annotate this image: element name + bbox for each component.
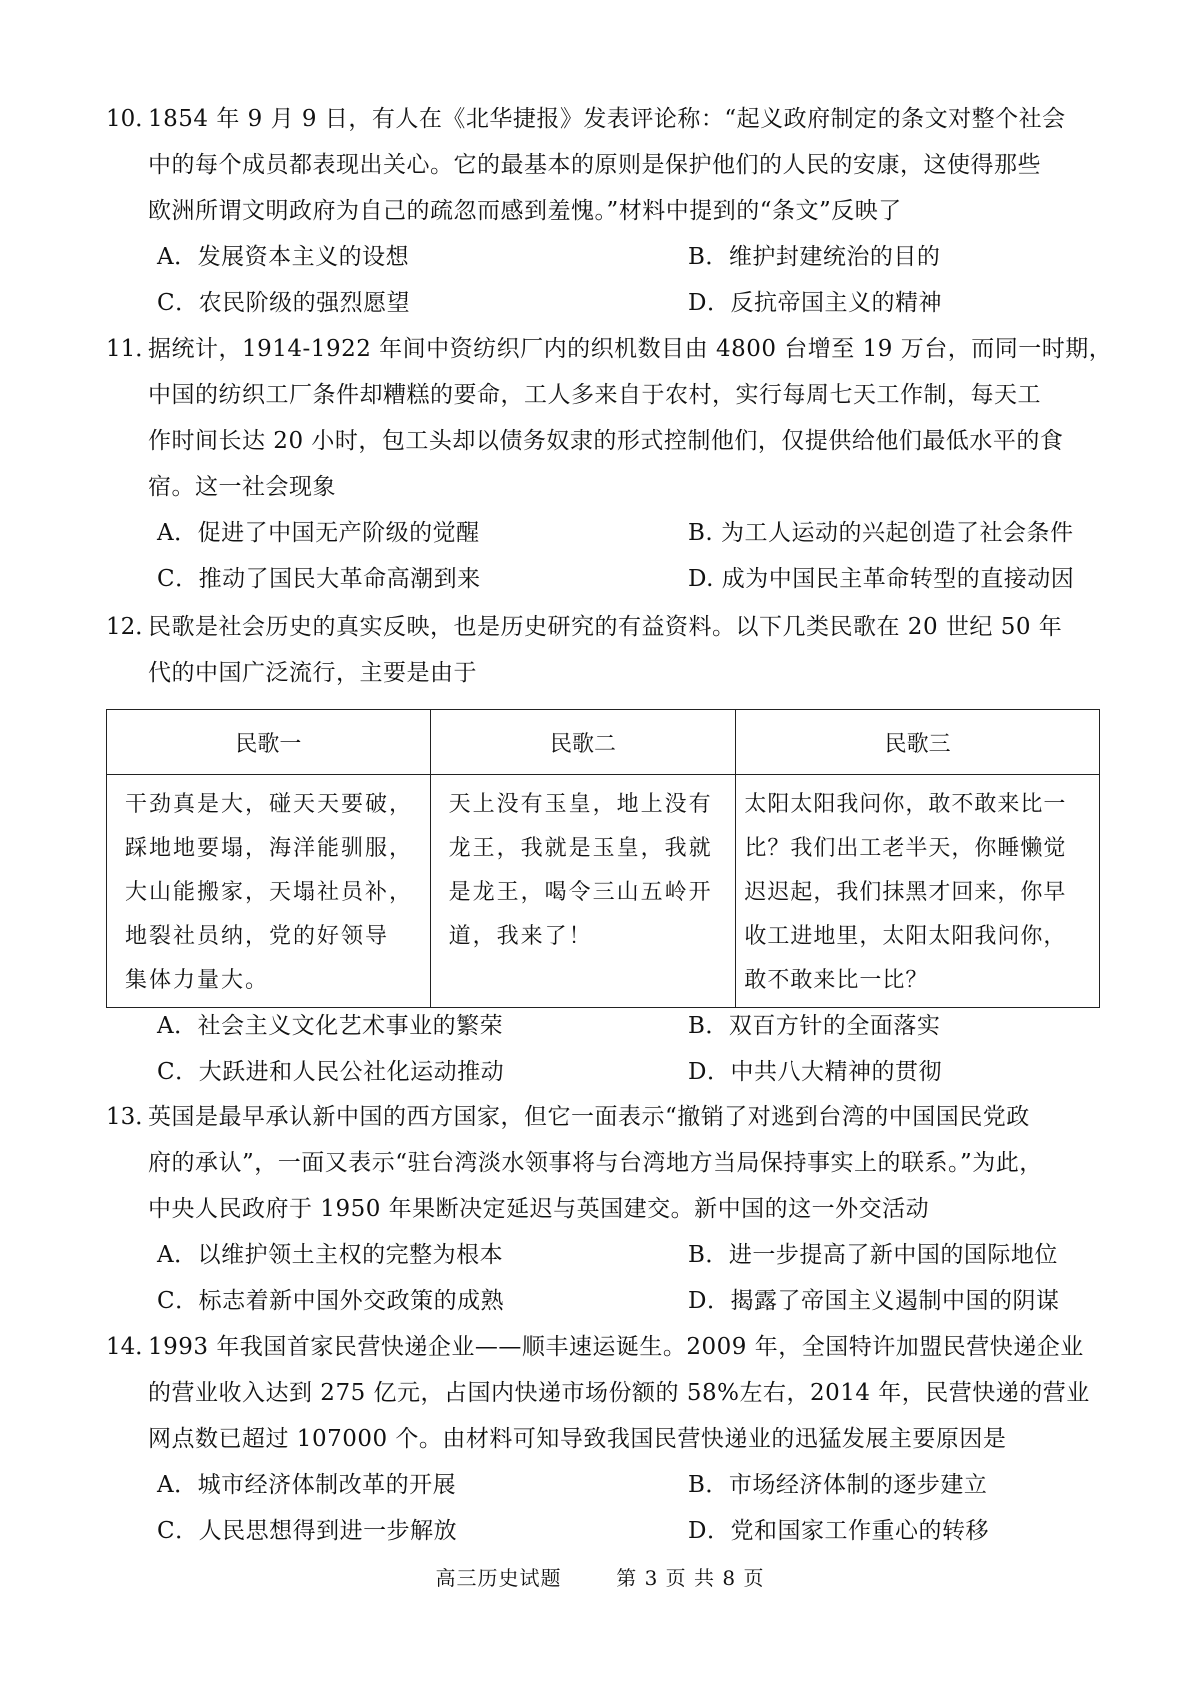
option-a[interactable]: A．发展资本主义的设想	[157, 244, 410, 270]
song-line: 踩地地要塌，海洋能驯服，	[125, 836, 414, 861]
question-text-line: 网点数已超过 107000 个。由材料可知导致我国民营快递业的迅猛发展主要原因是	[148, 1426, 1007, 1452]
question-text-line: 英国是最早承认新中国的西方国家，但它一面表示“撤销了对逃到台湾的中国国民党政	[148, 1104, 1030, 1130]
option-b[interactable]: B．双百方针的全面落实	[688, 1013, 941, 1039]
song-line: 干劲真是大，碰天天要破，	[125, 792, 414, 817]
question-number: 13．	[106, 1104, 159, 1130]
question-text-line: 的营业收入达到 275 亿元，占国内快递市场份额的 58%左右，2014 年，民营快递的营业	[148, 1380, 1090, 1406]
table-cell-song-2	[430, 775, 736, 1008]
question-text-line: 1993 年我国首家民营快递企业——顺丰速运诞生。2009 年，全国特许加盟民营快递企业	[148, 1334, 1084, 1360]
question-text-line: 中央人民政府于 1950 年果断决定延迟与英国建交。新中国的这一外交活动	[148, 1196, 930, 1222]
question-text-line: 据统计，1914-1922 年间中资纺织厂内的织机数目由 4800 台增至 19 万台，而同一时期，	[148, 336, 1113, 362]
option-d[interactable]: D．党和国家工作重心的转移	[688, 1518, 989, 1544]
song-line: 敢不敢来比一比？	[744, 968, 929, 993]
question-text-line: 作时间长达 20 小时，包工头却以债务奴隶的形式控制他们，仅提供给他们最低水平的食	[148, 428, 1064, 454]
song-line: 收工进地里，太阳太阳我问你，	[744, 924, 1067, 949]
question-text-line: 宿。这一社会现象	[148, 474, 336, 500]
option-d[interactable]: D．揭露了帝国主义遏制中国的阴谋	[688, 1288, 1060, 1314]
question-number: 10．	[106, 106, 159, 132]
question-text-line: 欧洲所谓文明政府为自己的疏忽而感到羞愧。”材料中提到的“条文”反映了	[148, 198, 902, 224]
table-row	[107, 775, 1100, 1008]
song-line: 龙王，我就是玉皇，我就	[448, 836, 713, 861]
song-line: 大山能搬家，天塌社员补，	[125, 880, 414, 905]
table-header: 民歌三	[736, 710, 1100, 775]
table-header-row	[107, 710, 1100, 775]
song-line: 地裂社员纳，党的好领导	[125, 924, 390, 949]
option-c[interactable]: C．推动了国民大革命高潮到来	[157, 566, 481, 592]
question-number: 11．	[106, 336, 159, 362]
song-line: 是龙王，喝令三山五岭开	[448, 880, 713, 905]
option-a[interactable]: A．城市经济体制改革的开展	[157, 1472, 457, 1498]
table-header: 民歌二	[430, 710, 736, 775]
option-b[interactable]: B．市场经济体制的逐步建立	[688, 1472, 988, 1498]
page-number: 第 3 页 共 8 页	[616, 1566, 765, 1590]
option-a[interactable]: A．促进了中国无产阶级的觉醒	[157, 520, 480, 546]
question-number: 14．	[106, 1334, 159, 1360]
song-line: 道，我来了！	[448, 924, 593, 949]
option-a[interactable]: A．以维护领土主权的完整为根本	[157, 1242, 504, 1268]
song-line: 太阳太阳我问你，敢不敢来比一	[744, 792, 1067, 817]
question-number: 12．	[106, 614, 159, 640]
question-text-line: 府的承认”，一面又表示“驻台湾淡水领事将与台湾地方当局保持事实上的联系。”为此，	[148, 1150, 1043, 1176]
question-text-line: 中的每个成员都表现出关心。它的最基本的原则是保护他们的人民的安康，这使得那些	[148, 152, 1041, 178]
question-text-line: 1854 年 9 月 9 日，有人在《北华捷报》发表评论称：“起义政府制定的条文对整个社会	[148, 106, 1066, 132]
option-b[interactable]: B. 为工人运动的兴起创造了社会条件	[688, 520, 1074, 546]
table-cell-song-1	[107, 775, 431, 1008]
table-header: 民歌一	[107, 710, 431, 775]
option-c[interactable]: C．标志着新中国外交政策的成熟	[157, 1288, 505, 1314]
song-line: 比？我们出工老半天，你睡懒觉	[744, 836, 1067, 861]
option-b[interactable]: B．维护封建统治的目的	[688, 244, 941, 270]
option-d[interactable]: D．中共八大精神的贯彻	[688, 1059, 942, 1085]
option-c[interactable]: C．人民思想得到进一步解放	[157, 1518, 458, 1544]
option-c[interactable]: C．大跃进和人民公社化运动推动	[157, 1059, 505, 1085]
option-c[interactable]: C．农民阶级的强烈愿望	[157, 290, 411, 316]
question-text-line: 中国的纺织工厂条件却糟糕的要命，工人多来自于农村，实行每周七天工作制，每天工	[148, 382, 1041, 408]
question-text-line: 民歌是社会历史的真实反映，也是历史研究的有益资料。以下几类民歌在 20 世纪 50 年	[148, 614, 1063, 640]
table-cell-song-3	[736, 775, 1100, 1008]
question-text-line: 代的中国广泛流行，主要是由于	[148, 660, 477, 686]
exam-title: 高三历史试题	[435, 1566, 562, 1590]
option-d[interactable]: D. 成为中国民主革命转型的直接动因	[688, 566, 1075, 592]
song-line: 天上没有玉皇，地上没有	[448, 792, 713, 817]
option-a[interactable]: A．社会主义文化艺术事业的繁荣	[157, 1013, 504, 1039]
song-line: 迟迟起，我们抹黑才回来，你早	[744, 880, 1067, 905]
folk-songs-table	[106, 709, 1100, 1008]
song-line: 集体力量大。	[125, 968, 270, 993]
option-b[interactable]: B．进一步提高了新中国的国际地位	[688, 1242, 1058, 1268]
option-d[interactable]: D．反抗帝国主义的精神	[688, 290, 942, 316]
page-footer	[0, 1562, 1200, 1591]
